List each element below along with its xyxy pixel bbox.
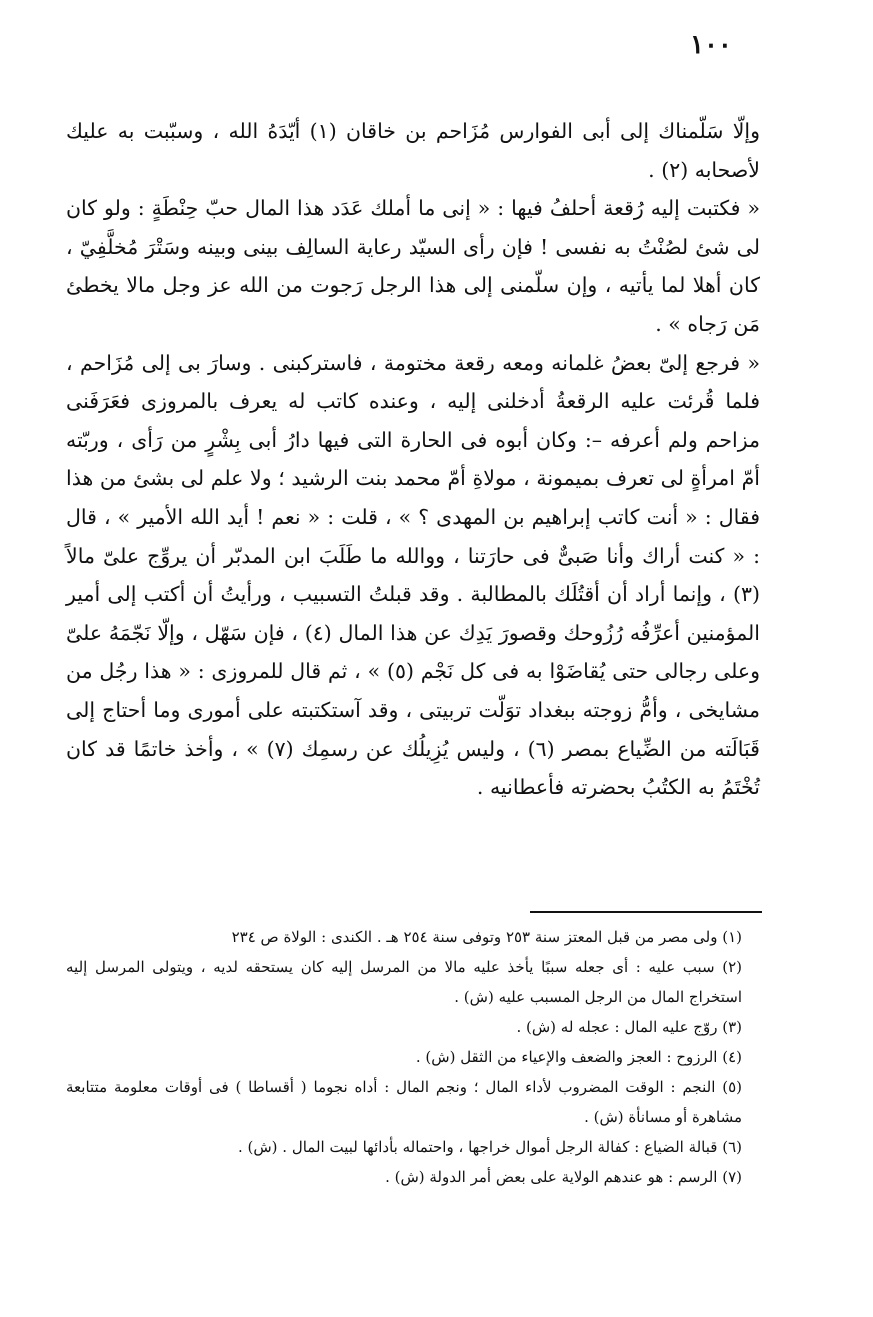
footnote: (٧) الرسم : هو عندهم الولاية على بعض أمر الدولة (ش) .	[385, 1168, 742, 1186]
main-text	[66, 112, 760, 807]
footnote: (٤) الرزوح : العجز والضعف والإعياء من الثقل (ش) .	[415, 1048, 742, 1066]
paragraph: « فكتبت إليه رُقعة أحلفُ فيها : « إنى ما أملك عَدَد هذا المال حبّ حِنْطَةٍ : ولو كان لى شئ لصُنْتُ به نفسى ! فإن رأى السيّد رعاية السالِف بينى وبينه وسَتْرَ مُخلَّفِيّ ، كان أهلا لما يأتيه ، وإن سلّمنى إلى هذا الرجل رَجوت من الله عز وجل مالا يخطئ مَن رَجاه » .	[66, 196, 760, 336]
footnote: (١) ولى مصر من قبل المعتز سنة ٢٥٣ وتوفى سنة ٢٥٤ هـ . الكندى : الولاة ص ٢٣٤	[231, 928, 742, 946]
footnote: (٥) النجم : الوقت المضروب لأداء المال ؛ ونجم المال : أداه نجوما ( أقساطا ) فى أوقات معلومة متتابعة مشاهرة أو مسانأة (ش) .	[66, 1078, 742, 1126]
footnote-divider	[530, 911, 762, 913]
paragraph: « فرجع إلىّ بعضُ غلمانه ومعه رقعة مختومة ، فاستركبنى . وسارَ بى إلى مُزَاحم ، فلما قُرئت عليه الرقعةُ أدخلنى إليه ، وعنده كاتب له يعرف بالمروزى فعَرَفَنى مزاحم ولم أعرفه –: وكان أبوه فى الحارة التى فيها دارُ أبى بِشْرٍ من رَأى ، وربّته أمّ امرأةٍ لى تعرف بميمونة ، مولاةِ أمّ محمد بنت الرشيد ؛ ولا علم لى بشئ من هذا فقال : « أنت كاتب إبراهيم بن المهدى ؟ » ، قلت : « نعم ! أيد الله الأمير » ، قال : « كنت أراك وأنا صَبىٌّ فى حارَتنا ، ووالله ما طَلَبَ ابن المدبّر أن يروِّج علىّ مالاً (٣) ، وإنما أراد أن أقتُلَك بالمطالبة . وقد قبلتُ التسبيب ، ورأيتُ أن أكتب إلى أمير المؤمنين أعرِّفُه رُزُوحك وقصورَ يَدِك عن هذا المال (٤) ، فإن سَهّل ، وإلّا نَجّمَهُ علىّ وعلى رجالى حتى يُقاضَوْا به فى كل نَجْم (٥) » ، ثم قال للمروزى : « هذا رجُل من مشايخى ، وأمُّ زوجته ببغداد توَلّت تربيتى ، وقد آستكتبته على أمورى وما أحتاج إلى قَبَالَته من الضِّياع بمصر (٦) ، وليس يُزِيلُك عن رسمِك (٧) » ، وأخذ خاتمًا قد كان تُخْتَمُ به الكتُبُ بحضرته فأعطانيه .	[66, 350, 760, 800]
paragraph: وإلّا سَلّمناك إلى أبى الفوارس مُزَاحم بن خاقان (١) أيّدَهُ الله ، وسبّبت به عليك لأصحابه (٢) .	[66, 119, 761, 182]
footnote: (٣) روّج عليه المال : عجله له (ش) .	[516, 1018, 742, 1036]
footnotes	[66, 922, 760, 1192]
page-number: ١٠٠	[690, 30, 732, 60]
footnote: (٦) قبالة الضياع : كفالة الرجل أموال خراجها ، واحتماله بأدائها لبيت المال . (ش) .	[237, 1138, 742, 1156]
footnote: (٢) سبب عليه : أى جعله سببًا يأخذ عليه مالا من المرسل إليه كان يستحقه لديه ، ويتولى المرسل إليه استخراج المال من الرجل المسبب عليه (ش) .	[66, 958, 742, 1006]
